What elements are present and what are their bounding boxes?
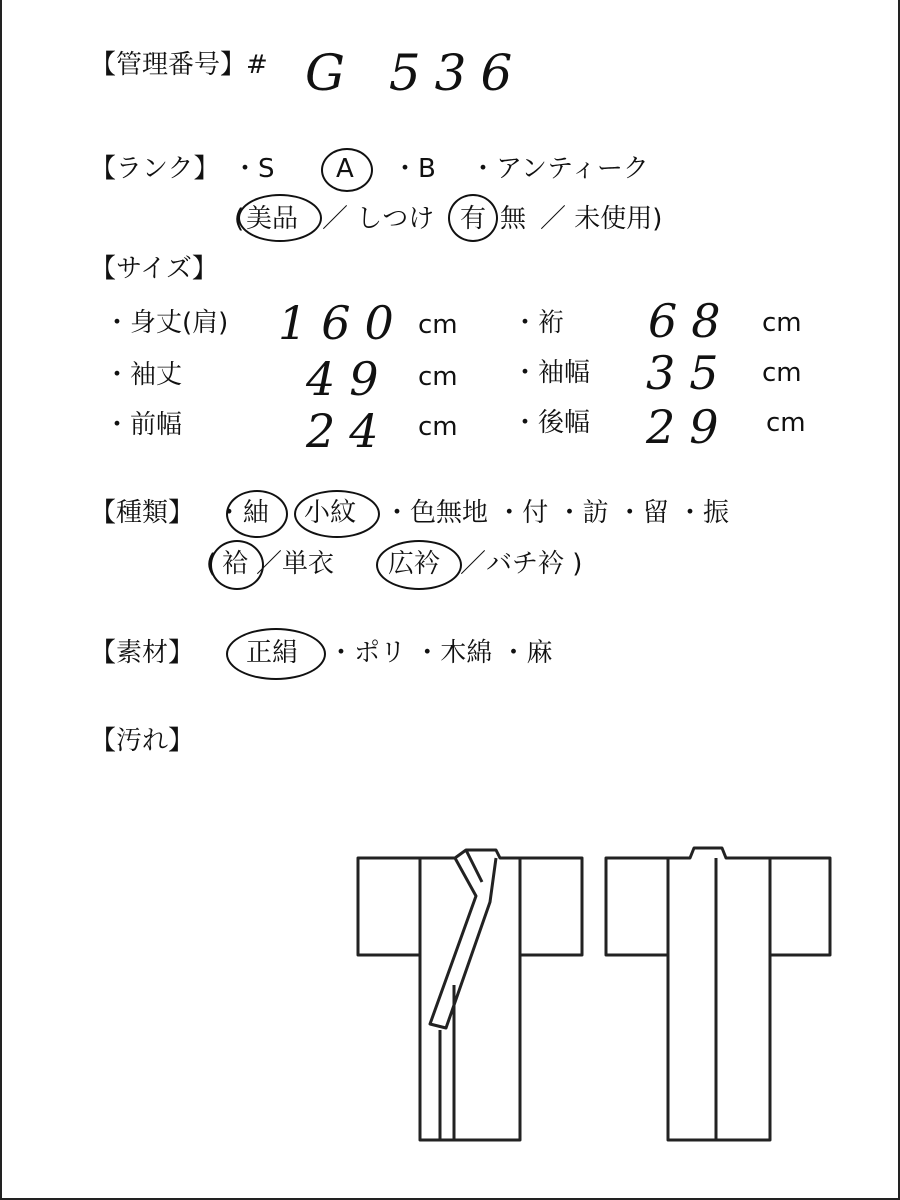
size-yuki-label: ・裄 xyxy=(512,308,565,338)
size-front-width-value: 24 xyxy=(306,404,393,458)
material-label: 【素材】 xyxy=(90,638,195,668)
material-silk: 正絹 xyxy=(246,638,299,668)
type-others: ・色無地 ・付 ・訪 ・留 ・振 xyxy=(384,498,730,528)
rank-label: 【ランク】 xyxy=(90,154,220,184)
size-back-width-label: ・後幅 xyxy=(512,408,591,438)
cond-excellent: 美品 xyxy=(246,204,299,234)
size-front-width-unit: cm xyxy=(418,412,458,442)
size-front-width-label: ・前幅 xyxy=(104,410,183,440)
type-label: 【種類】 xyxy=(90,498,195,528)
type-awase: 袷 xyxy=(222,549,249,579)
size-sleeve-length-unit: cm xyxy=(418,362,458,392)
type-komon: 小紋 xyxy=(304,498,357,528)
kimono-back-diagram xyxy=(606,848,830,1140)
rank-option-a: A xyxy=(336,154,354,184)
size-back-width-value: 29 xyxy=(646,400,733,454)
size-back-width-unit: cm xyxy=(766,408,806,438)
type-bullet: ・ xyxy=(216,498,243,528)
size-sleeve-width-label: ・袖幅 xyxy=(512,358,591,388)
stains-label: 【汚れ】 xyxy=(90,726,195,756)
size-sleeve-width-value: 35 xyxy=(646,346,733,400)
size-yuki-unit: cm xyxy=(762,308,802,338)
size-length-value: 160 xyxy=(278,296,408,350)
size-label: 【サイズ】 xyxy=(90,254,218,284)
size-length-unit: cm xyxy=(418,310,458,340)
type-bachieri: ／バチ衿 ) xyxy=(460,549,583,579)
management-number: G 536 xyxy=(305,44,527,102)
cond-yes: 有 xyxy=(460,204,487,234)
cond-no: 無 xyxy=(500,204,527,234)
size-sleeve-width-unit: cm xyxy=(762,358,802,388)
type-hiroeri: 広衿 xyxy=(388,549,441,579)
management-label: 【管理番号】# xyxy=(90,50,268,80)
cond-unused: ／ 未使用) xyxy=(540,204,663,234)
size-yuki-value: 68 xyxy=(648,294,735,348)
rank-option-antique: ・アンティーク xyxy=(470,154,649,184)
type-open: ( xyxy=(206,549,217,579)
size-length-label: ・身丈(肩) xyxy=(104,308,229,338)
kimono-front-diagram xyxy=(358,850,582,1140)
cond-shitsuke: ／ しつけ xyxy=(322,204,435,234)
rank-option-b: ・B xyxy=(392,154,436,184)
size-sleeve-length-label: ・袖丈 xyxy=(104,360,183,390)
size-sleeve-length-value: 49 xyxy=(306,352,393,406)
material-others: ・ポリ ・木綿 ・麻 xyxy=(328,638,553,668)
rank-option-s: ・S xyxy=(232,154,275,184)
type-tsumugi: 紬 xyxy=(243,498,270,528)
type-hitoe: ／単衣 xyxy=(256,549,335,579)
cond-open: ( xyxy=(234,204,245,234)
